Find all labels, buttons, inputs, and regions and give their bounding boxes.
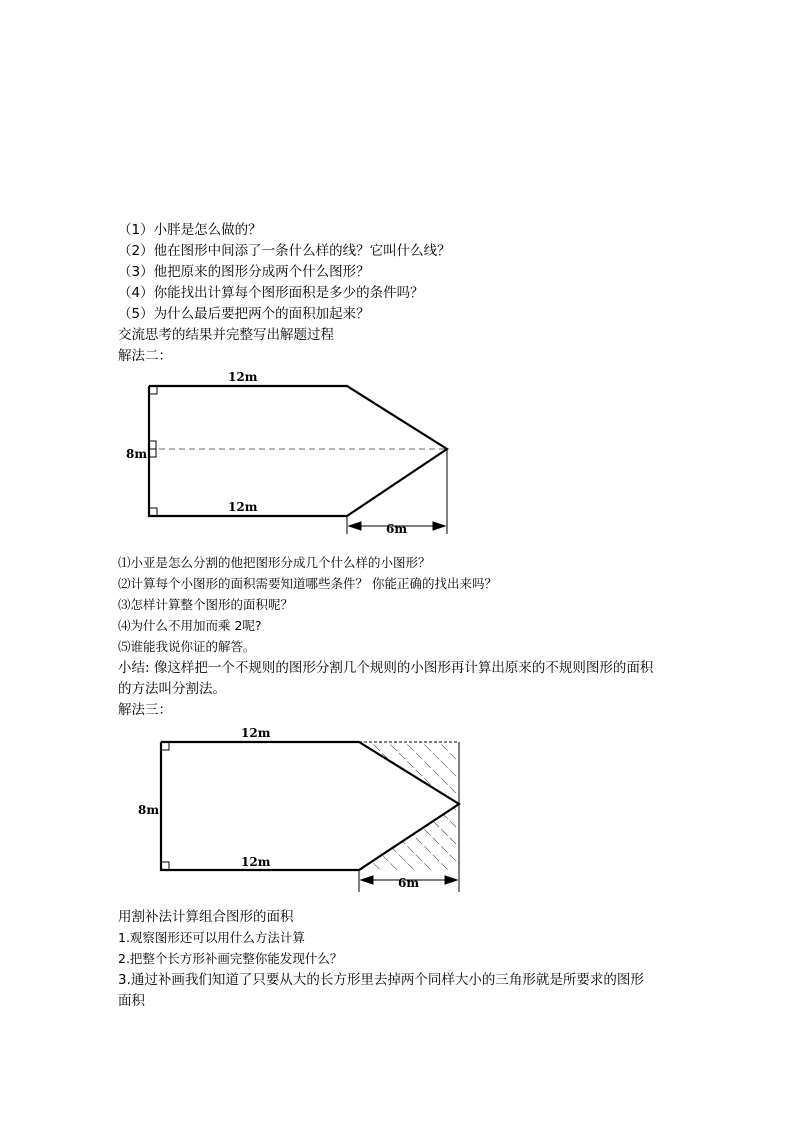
method3-heading: 解法三： xyxy=(118,702,172,718)
m2-question-5: ⑸谁能我说你证的解答。 xyxy=(118,639,256,654)
label-left-2: 8m xyxy=(138,803,160,817)
right-angle-marks xyxy=(149,386,157,516)
figure-method2 xyxy=(120,368,460,540)
question-1: （1）小胖是怎么做的？ xyxy=(118,222,262,238)
exchange-instruction: 交流思考的结果并完整写出解题过程 xyxy=(118,327,334,343)
m2-question-1: ⑴小亚是怎么分割的他把图形分成几个什么样的小图形？ xyxy=(118,555,431,570)
m2-question-3: ⑶怎样计算整个图形的面积呢？ xyxy=(118,597,294,612)
right-angle-marks-2 xyxy=(161,742,169,870)
m2-question-4: ⑷为什么不用加而乘 2呢? xyxy=(118,618,262,633)
label-left: 8m xyxy=(126,447,148,461)
summary-line-2: 的方法叫分割法。 xyxy=(118,681,226,697)
m3-item-2: 2.把整个长方形补画完整你能发现什么？ xyxy=(118,951,343,966)
m3-item-3-cont: 面积 xyxy=(118,993,145,1009)
question-2: （2）他在图形中间添了一条什么样的线？它叫什么线？ xyxy=(118,243,451,259)
summary-line-1: 小结: 像这样把一个不规则的图形分割几个规则的小图形再计算出原来的不规则图形的面积 xyxy=(118,660,654,676)
m3-item-3: 3.通过补画我们知道了只要从大的长方形里去掉两个同样大小的三角形就是所要求的图形 xyxy=(118,972,644,988)
m2-question-2: ⑵计算每个小图形的面积需要知道哪些条件？ 你能正确的找出来吗？ xyxy=(118,576,497,591)
question-4: （4）你能找出计算每个图形面积是多少的条件吗？ xyxy=(118,285,424,301)
label-top-2: 12m xyxy=(241,726,271,740)
method2-heading: 解法二： xyxy=(118,348,172,364)
label-bottom: 12m xyxy=(228,500,258,514)
figure-method3 xyxy=(130,722,470,896)
label-top: 12m xyxy=(228,370,258,384)
label-right: 6m xyxy=(386,522,408,536)
method3-title: 用割补法计算组合图形的面积 xyxy=(118,909,294,925)
question-5: （5）为什么最后要把两个的面积加起来？ xyxy=(118,306,370,322)
question-3: （3）他把原来的图形分成两个什么图形？ xyxy=(118,264,370,280)
m3-item-1: 1.观察图形还可以用什么方法计算 xyxy=(118,930,305,945)
label-bottom-2: 12m xyxy=(241,855,271,869)
label-right-2: 6m xyxy=(398,876,420,890)
pentagon-shape xyxy=(149,386,447,516)
